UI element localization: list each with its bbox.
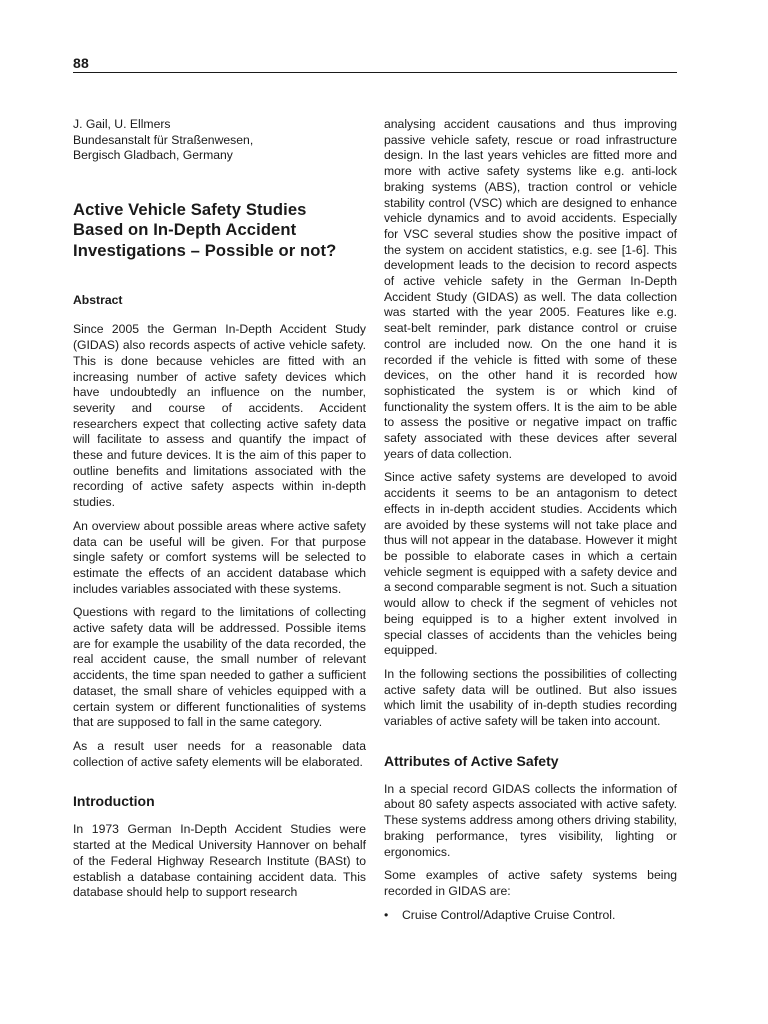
title-line-3: Investigations – Possible or not? (73, 240, 337, 260)
active-safety-systems-list (384, 908, 677, 924)
abstract-paragraph: As a result user needs for a reasonable data collection of active safety elements will be elaborated. (73, 739, 366, 769)
list-item (384, 908, 677, 924)
list-item-text: Cruise Control/Adaptive Cruise Control. (402, 907, 616, 922)
paper-title (73, 200, 366, 261)
attributes-paragraph: In a special record GIDAS collects the information of about 80 safety aspects associated with active safety. These systems address among others driving stability, braking performance, tyres visibility, lighting or ergonomics. (384, 781, 677, 859)
author-block (73, 117, 366, 164)
introduction-heading: Introduction (73, 793, 155, 810)
author-location: Bergisch Gladbach, Germany (73, 148, 233, 163)
title-line-1: Active Vehicle Safety Studies (73, 200, 307, 220)
abstract-paragraph: Questions with regard to the limitations of collecting active safety data will be addressed. Possible items are for example the usability of the data recorded, the real accident cause, the small number of relevant accidents, the time span needed to gather a sufficient dataset, the small share of vehicles equipped with a certain system or different functionalities of systems that are supposed to fall in the same category. (73, 605, 366, 730)
left-column (73, 117, 366, 909)
author-names: J. Gail, U. Ellmers (73, 117, 171, 131)
title-line-2: Based on In-Depth Accident (73, 220, 297, 240)
bullet-icon: • (384, 907, 389, 922)
introduction-paragraph: Since active safety systems are developed to avoid accidents it seems to be an antagonism to detect effects in in-depth accident studies. Accidents which are avoided by these systems will not take place and thus will not appear in the database. However it might be possible to elaborate cases in which a certain vehicle segment is equipped with a safety device and a second comparable segment is not. Such a situation would allow to check if the segment of vehicles not being equipped is to a higher extent involved in special classes of accidents than the vehicles being equipped. (384, 470, 677, 658)
introduction-paragraph: In 1973 German In-Depth Accident Studies were started at the Medical University Hannover on behalf of the Federal Highway Research Institute (BASt) to establish a database containing accident data. This database should help to support research (73, 822, 366, 900)
abstract-paragraph: Since 2005 the German In-Depth Accident Study (GIDAS) also records aspects of active vehicle safety. This is done because vehicles are fitted with an increasing number of active safety devices which have undoubtedly an influence on the number, severity and course of accidents. Accident researchers expect that collecting active safety data will facilitate to assess and quantify the impact of these and future devices. It is the aim of this paper to outline benefits and limitations associated with the recording of active safety aspects within in-depth studies. (73, 322, 366, 510)
right-column (384, 117, 677, 923)
page-number: 88 (73, 55, 89, 71)
abstract-heading: Abstract (73, 292, 123, 307)
author-institution: Bundesanstalt für Straßenwesen, (73, 132, 254, 147)
attributes-heading: Attributes of Active Safety (384, 752, 559, 769)
attributes-paragraph: Some examples of active safety systems being recorded in GIDAS are: (384, 868, 677, 898)
introduction-paragraph: In the following sections the possibilities of collecting active safety data will be outlined. But also issues which limit the usability of in-depth studies recording variables of active safety will be taken into account. (384, 666, 677, 729)
abstract-paragraph: An overview about possible areas where active safety data can be useful will be given. For that purpose single safety or comfort systems will be selected to estimate the effects of an accident database which includes variables associated with these systems. (73, 518, 366, 596)
introduction-paragraph: analysing accident causations and thus improving passive vehicle safety, rescue or road infrastructure design. In the last years vehicles are fitted more and more with active safety systems like e.g. anti-lock braking systems (ABS), traction control or vehicle stability control (VSC) which are designed to enhance vehicle dynamics and to avoid accidents. Especially for VSC several studies show the positive impact of the system on accident statistics, e.g. see [1-6]. This development leads to the decision to record aspects of active vehicle safety in the German In-Depth Accident Study (GIDAS) as well. The data collection was started with the year 2005. Features like e.g. seat-belt reminder, park distance control or cruise control are included now. On the one hand it is recorded if the vehicle is fitted with some of these devices, on the other hand it is recorded how sophisticated the system is or which kind of functionality the system offers. It is the aim to be able to assess the positive or negative impact on traffic safety associated with these devices after several years of data collection. (384, 117, 677, 461)
header-rule (73, 72, 677, 73)
